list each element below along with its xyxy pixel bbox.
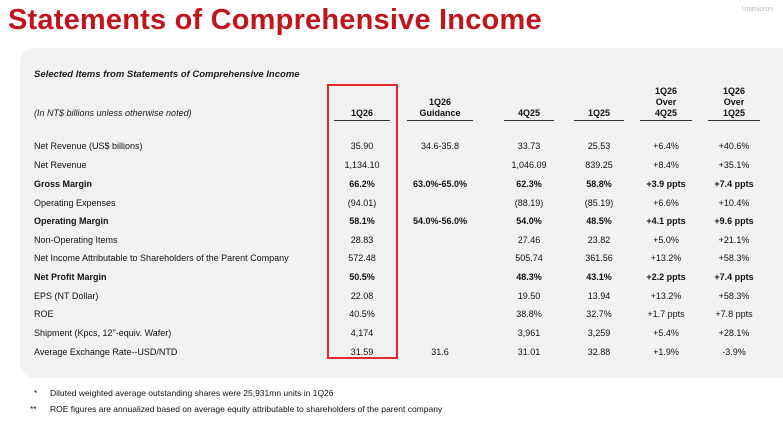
col-head-line3: 1Q25 (708, 108, 760, 121)
col-head-line3: 4Q25 (504, 108, 554, 121)
footnote-marker: ** (30, 404, 37, 414)
row-label: Operating Expenses (34, 198, 116, 208)
table-cell: 19.50 (517, 291, 541, 301)
col-head-1q25 (574, 86, 624, 121)
footnote-diluted-shares: Diluted weighted average outstanding shares were 25,931mn units in 1Q26 (50, 388, 334, 398)
table-cell: 361.56 (585, 253, 613, 263)
table-cell: +5.4% (653, 328, 679, 338)
table-cell: 58.8% (586, 179, 612, 189)
col-head-line2: 1Q26 (428, 97, 452, 107)
table-cell: 54.0%-56.0% (412, 216, 468, 226)
table-cell: +7.8 ppts (715, 309, 753, 319)
table-cell: +7.4 ppts (714, 272, 754, 282)
table-cell: 1,134.10 (344, 160, 380, 170)
row-label: Net Profit Margin (34, 272, 107, 282)
table-cell: 58.1% (349, 216, 375, 226)
col-head-1q26-guidance (407, 86, 473, 121)
table-cell: 48.5% (586, 216, 612, 226)
table-cell: +6.6% (653, 198, 679, 208)
table-cell: 13.94 (587, 291, 611, 301)
table-cell: +7.4 ppts (714, 179, 754, 189)
col-head-4q25 (504, 86, 554, 121)
table-cell: +4.1 ppts (646, 216, 686, 226)
col-head-line2: Over (723, 97, 745, 107)
row-label: Shipment (Kpcs, 12"-equiv. Wafer) (34, 328, 172, 338)
row-label: Non-Operating Items (34, 235, 118, 245)
table-cell: 38.8% (516, 309, 542, 319)
table-cell: +58.3% (718, 291, 750, 301)
col-head-line3: Guidance (407, 108, 473, 121)
section-title: Selected Items from Statements of Comprehensive Income (34, 69, 300, 80)
page-title: Statements of Comprehensive Income (8, 4, 542, 36)
table-cell: (88.19) (514, 198, 544, 208)
table-cell: 54.0% (516, 216, 542, 226)
table-cell: +40.6% (718, 141, 750, 151)
table-cell: 48.3% (516, 272, 542, 282)
table-cell: 25.53 (587, 141, 611, 151)
table-cell: 3,961 (517, 328, 541, 338)
table-cell: 572.48 (348, 253, 376, 263)
col-head-line1 (574, 86, 624, 97)
table-cell: (85.19) (584, 198, 614, 208)
table-cell: 28.83 (350, 235, 374, 245)
table-cell: 50.5% (349, 272, 375, 282)
table-cell: 839.25 (585, 160, 613, 170)
table-cell: -3.9% (722, 347, 746, 357)
table-cell: +21.1% (718, 235, 750, 245)
table-cell: +13.2% (650, 291, 682, 301)
table-cell: (94.01) (347, 198, 377, 208)
table-cell: +10.4% (718, 198, 750, 208)
col-head-line1: 1Q26 (654, 86, 678, 96)
row-label: Net Income Attributable to Shareholders of the Parent Company (34, 253, 289, 263)
table-cell: +2.2 ppts (646, 272, 686, 282)
table-cell: +1.9% (653, 347, 679, 357)
table-cell: +28.1% (718, 328, 750, 338)
current-quarter-highlight (327, 84, 398, 359)
table-cell: +35.1% (718, 160, 750, 170)
table-cell: +8.4% (653, 160, 679, 170)
row-label: Gross Margin (34, 179, 93, 189)
col-head-line2 (504, 97, 554, 108)
col-head-line3: 1Q26 (334, 108, 390, 121)
table-cell: +3.9 ppts (646, 179, 686, 189)
table-cell: 34.6-35.8 (420, 141, 460, 151)
table-cell: 43.1% (586, 272, 612, 282)
table-cell: 32.7% (586, 309, 612, 319)
table-cell: 1,046.09 (511, 160, 547, 170)
table-cell: +9.6 ppts (714, 216, 754, 226)
table-cell: 62.3% (516, 179, 542, 189)
col-head-line3: 1Q25 (574, 108, 624, 121)
table-cell: 31.59 (350, 347, 374, 357)
col-head-yoy (708, 86, 760, 121)
table-cell: 66.2% (349, 179, 375, 189)
table-cell: +5.0% (653, 235, 679, 245)
col-head-line1: 1Q26 (722, 86, 746, 96)
col-head-line3: 4Q25 (640, 108, 692, 121)
footnote-roe: ROE figures are annualized based on average equity attributable to shareholders of the parent company (50, 404, 443, 414)
table-cell: 33.73 (517, 141, 541, 151)
table-cell: 4,174 (350, 328, 374, 338)
table-cell: 31.6 (431, 347, 449, 357)
table-cell: 3,259 (587, 328, 611, 338)
company-logo: Unimicron (741, 6, 773, 13)
table-cell: 23.82 (587, 235, 611, 245)
table-cell: 505.74 (515, 253, 543, 263)
table-cell: 35.90 (350, 141, 374, 151)
table-cell: 27.46 (517, 235, 541, 245)
footnote-marker: * (34, 388, 38, 398)
table-cell: +1.7 ppts (647, 309, 685, 319)
table-cell: +13.2% (650, 253, 682, 263)
table-cell: +58.3% (718, 253, 750, 263)
row-label: Operating Margin (34, 216, 109, 226)
table-cell: 32.88 (587, 347, 611, 357)
table-cell: 31.01 (517, 347, 541, 357)
row-label: Net Revenue (US$ billions) (34, 141, 143, 151)
row-label: Net Revenue (34, 160, 87, 170)
col-head-qoq (640, 86, 692, 121)
col-head-line2 (574, 97, 624, 108)
table-cell: 22.08 (350, 291, 374, 301)
col-head-line1 (407, 86, 473, 97)
row-label: Average Exchange Rate--USD/NTD (34, 347, 178, 357)
col-head-line1 (504, 86, 554, 97)
row-label: EPS (NT Dollar) (34, 291, 99, 301)
col-head-line2: Over (655, 97, 677, 107)
table-cell: +6.4% (653, 141, 679, 151)
unit-note: (In NT$ billions unless otherwise noted) (34, 108, 192, 118)
row-label: ROE (34, 309, 54, 319)
table-cell: 40.5% (349, 309, 375, 319)
table-cell: 63.0%-65.0% (412, 179, 468, 189)
